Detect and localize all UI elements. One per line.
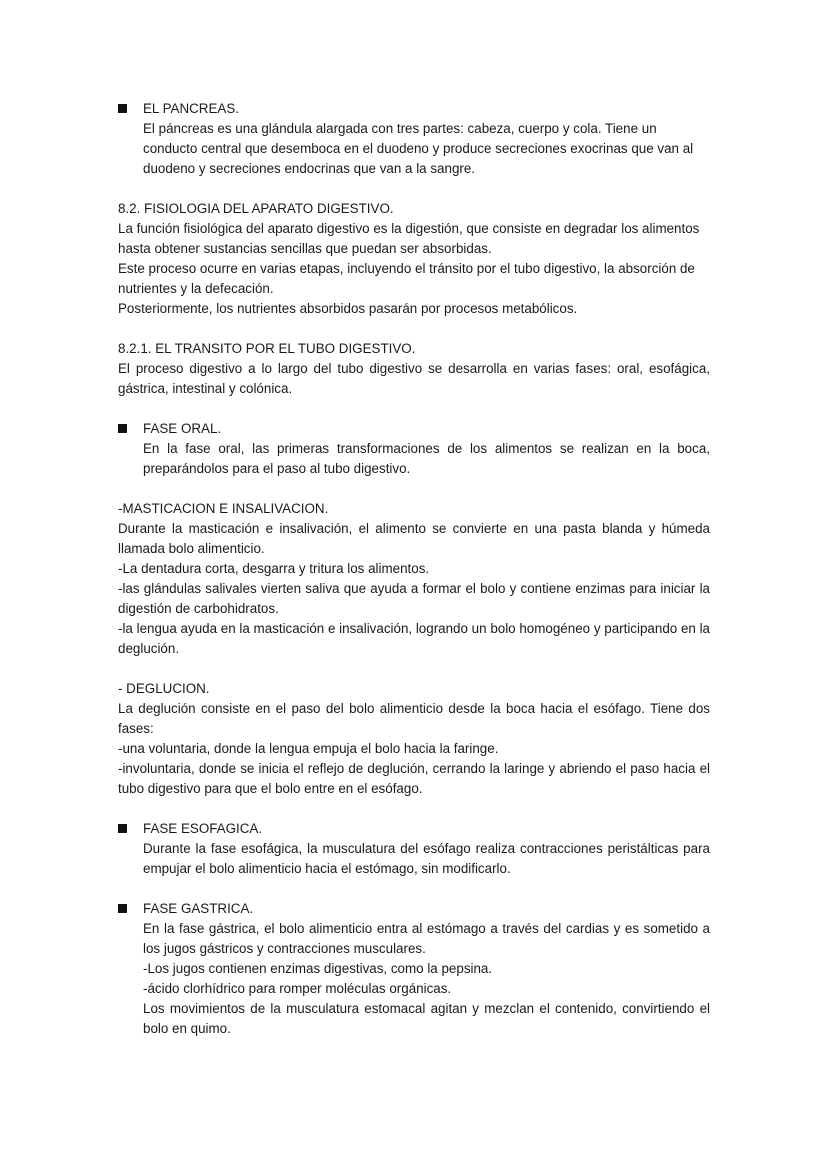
- section-transito: [118, 339, 710, 399]
- section-title: FASE ESOFAGICA.: [143, 821, 263, 836]
- section-text: -Los jugos contienen enzimas digestivas, como la pepsina.: [143, 961, 493, 976]
- page-content: [118, 99, 710, 1039]
- section-heading: - DEGLUCION.: [118, 681, 210, 696]
- paragraph: Este proceso ocurre en varias etapas, incluyendo el tránsito por el tubo digestivo, la absorción de nutrientes y la defecación.: [118, 261, 695, 296]
- square-bullet-icon: [118, 824, 127, 833]
- section-deglucion: [118, 679, 710, 799]
- section-text: -ácido clorhídrico para romper moléculas orgánicas.: [143, 981, 452, 996]
- section-title: EL PANCREAS.: [143, 101, 239, 116]
- square-bullet-icon: [118, 904, 127, 913]
- section-masticacion: [118, 499, 710, 659]
- section-heading: -MASTICACION E INSALIVACION.: [118, 501, 329, 516]
- section-text: Los movimientos de la musculatura estomacal agitan y mezclan el contenido, convirtiendo el bolo en quimo.: [143, 1001, 710, 1036]
- section-text: En la fase gástrica, el bolo alimenticio entra al estómago a través del cardias y es sometido a los jugos gástricos y contracciones musculares.: [143, 921, 710, 956]
- paragraph: El proceso digestivo a lo largo del tubo digestivo se desarrolla en varias fases: oral, esofágica, gástrica, intestinal y colónica.: [118, 361, 710, 396]
- paragraph: -involuntaria, donde se inicia el reflejo de deglución, cerrando la laringe y abriendo el paso hacia el tubo digestivo para que el bolo entre en el esófago.: [118, 761, 710, 796]
- section-title: FASE ORAL.: [143, 421, 222, 436]
- section-fase-oral: [118, 419, 710, 479]
- paragraph: -las glándulas salivales vierten saliva que ayuda a formar el bolo y contiene enzimas para iniciar la digestión de carbohidratos.: [118, 581, 710, 616]
- square-bullet-icon: [118, 424, 127, 433]
- section-fase-gastrica: [118, 899, 710, 1039]
- section-heading: 8.2. FISIOLOGIA DEL APARATO DIGESTIVO.: [118, 201, 394, 216]
- paragraph: Durante la masticación e insalivación, el alimento se convierte en una pasta blanda y húmeda llamada bolo alimenticio.: [118, 521, 710, 556]
- paragraph: -La dentadura corta, desgarra y tritura los alimentos.: [118, 561, 430, 576]
- section-fisiologia: [118, 199, 710, 319]
- section-title: FASE GASTRICA.: [143, 901, 254, 916]
- paragraph: La función fisiológica del aparato digestivo es la digestión, que consiste en degradar los alimentos hasta obtener sustancias sencillas que puedan ser absorbidas.: [118, 221, 700, 256]
- paragraph: La deglución consiste en el paso del bolo alimenticio desde la boca hacia el esófago. Tiene dos fases:: [118, 701, 710, 736]
- section-text: Durante la fase esofágica, la musculatura del esófago realiza contracciones peristálticas para empujar el bolo alimenticio hacia el estómago, sin modificarlo.: [143, 841, 710, 876]
- paragraph: -una voluntaria, donde la lengua empuja el bolo hacia la faringe.: [118, 741, 499, 756]
- section-pancreas: [118, 99, 710, 179]
- paragraph: -la lengua ayuda en la masticación e insalivación, logrando un bolo homogéneo y participando en la deglución.: [118, 621, 710, 656]
- section-text: El páncreas es una glándula alargada con tres partes: cabeza, cuerpo y cola. Tiene un conducto central que desemboca en el duodeno y produce secreciones exocrinas que van al duodeno y secreciones endocrinas que van a la sangre.: [143, 121, 694, 176]
- square-bullet-icon: [118, 104, 127, 113]
- section-heading: 8.2.1. EL TRANSITO POR EL TUBO DIGESTIVO.: [118, 341, 416, 356]
- paragraph: Posteriormente, los nutrientes absorbidos pasarán por procesos metabólicos.: [118, 301, 578, 316]
- section-text: En la fase oral, las primeras transformaciones de los alimentos se realizan en la boca, preparándolos para el paso al tubo digestivo.: [143, 441, 710, 476]
- section-fase-esofagica: [118, 819, 710, 879]
